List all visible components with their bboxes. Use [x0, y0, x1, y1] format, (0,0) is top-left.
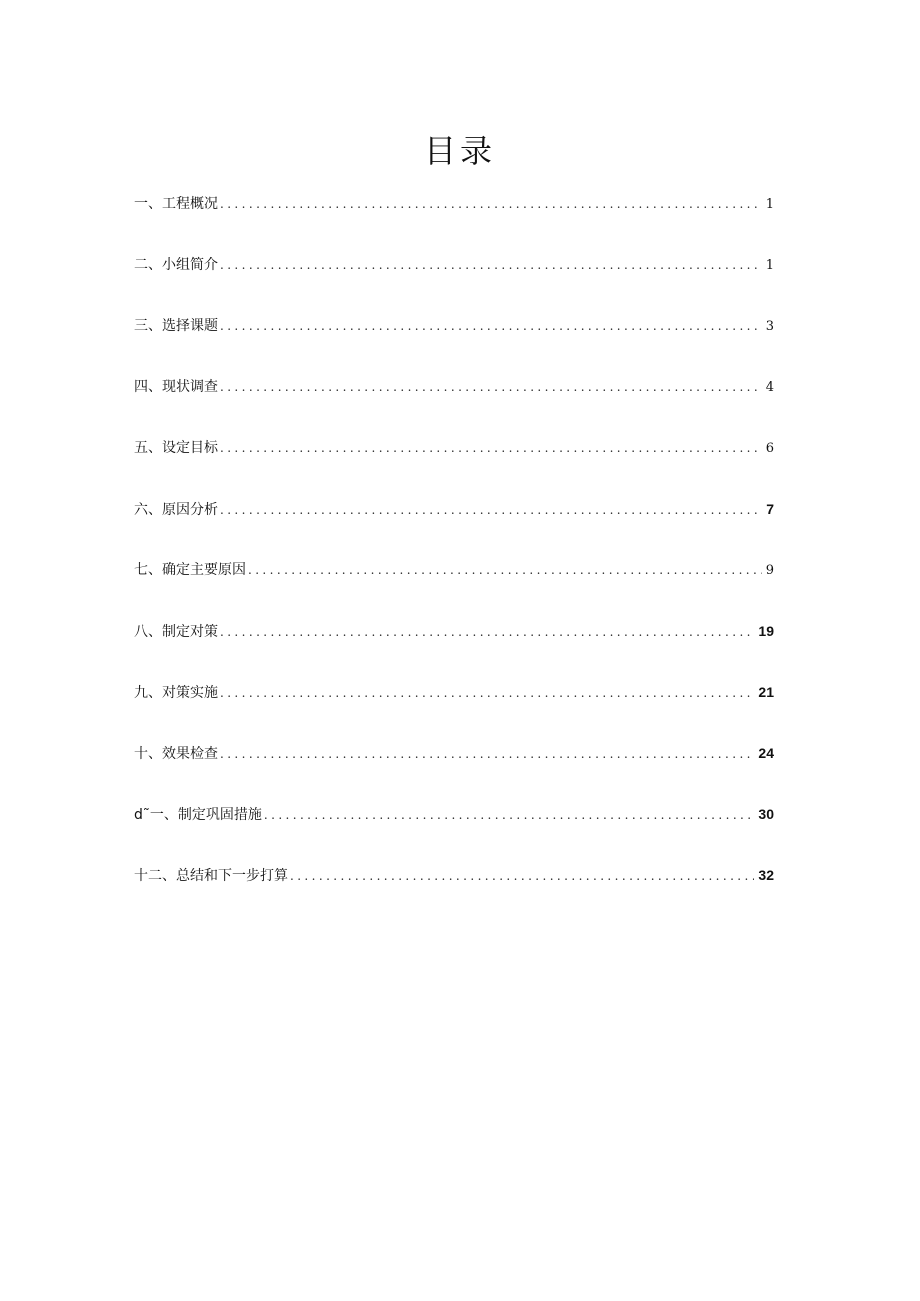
toc-entry-page: 21 [758, 684, 774, 700]
toc-entry[interactable] [134, 498, 774, 559]
toc-entry[interactable] [134, 620, 774, 681]
toc-title: 目录 [423, 132, 496, 170]
toc-dot-leader [220, 743, 754, 765]
toc-entry-page: 9 [765, 563, 774, 578]
toc-entry[interactable] [134, 681, 774, 742]
toc-entry-label: 七、确定主要原因 [134, 562, 246, 578]
toc-entry-page: 32 [758, 867, 774, 883]
toc-entry[interactable] [134, 864, 774, 925]
toc-dot-leader [220, 193, 762, 215]
toc-entry[interactable] [134, 315, 774, 376]
toc-dot-leader [220, 376, 762, 398]
toc-entry-page: 1 [765, 258, 774, 273]
toc-entry-label: 十二、总结和下一步打算 [134, 868, 288, 884]
toc-entry[interactable] [134, 559, 774, 620]
toc-entry-label: 三、选择课题 [134, 318, 218, 334]
toc-entry-page: 4 [765, 380, 774, 395]
toc-dot-leader [220, 254, 762, 276]
toc-entry-label: d˜一、制定巩固措施 [134, 807, 262, 823]
toc-entry-page: 24 [758, 745, 774, 761]
toc-entry-label: 一、工程概况 [134, 196, 218, 212]
toc-dot-leader [220, 682, 754, 704]
toc-entry-label: 九、对策实施 [134, 685, 218, 701]
toc-entry-label: 二、小组简介 [134, 257, 218, 273]
toc-entry[interactable] [134, 376, 774, 437]
toc-entry-label: 五、设定目标 [134, 440, 218, 456]
toc-dot-leader [248, 559, 762, 581]
toc-entry[interactable] [134, 803, 774, 864]
toc-dot-leader [220, 315, 762, 337]
toc-entry-page: 3 [765, 319, 774, 334]
toc-entry-label: 十、效果检查 [134, 746, 218, 762]
toc-entry-page: 7 [766, 501, 774, 517]
toc-entry-page: 1 [765, 197, 774, 212]
toc-dot-leader [220, 621, 754, 643]
toc-entry[interactable] [134, 193, 774, 254]
toc-dot-leader [220, 437, 762, 459]
toc-entry[interactable] [134, 742, 774, 803]
toc-entry[interactable] [134, 254, 774, 315]
toc-entry-label: 六、原因分析 [134, 502, 218, 518]
toc-entry-page: 19 [758, 623, 774, 639]
toc-entry[interactable] [134, 437, 774, 498]
toc-dot-leader [220, 499, 762, 521]
toc-list [134, 193, 774, 925]
toc-entry-label: 四、现状调查 [134, 379, 218, 395]
toc-entry-page: 6 [765, 441, 774, 456]
toc-dot-leader [264, 804, 755, 826]
toc-entry-label: 八、制定对策 [134, 624, 218, 640]
toc-entry-page: 30 [758, 806, 774, 822]
toc-dot-leader [290, 865, 754, 887]
